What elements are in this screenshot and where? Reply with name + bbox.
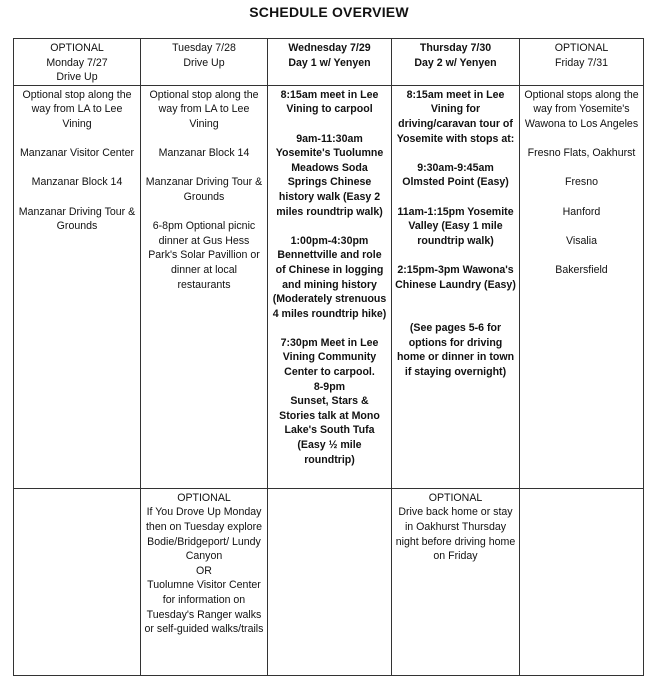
- friday-cell: [520, 85, 644, 488]
- list-item: Optional stop along the way from LA to Lee Vining: [149, 88, 259, 130]
- list-item: 7:30pm Meet in Lee Vining Community Center to carpool.: [280, 336, 379, 379]
- list-item: If You Drove Up Monday then on Tuesday explore Bodie/Bridgeport/ Lundy Canyon: [145, 506, 263, 563]
- list-item: Manzanar Driving Tour & Grounds: [18, 205, 136, 233]
- list-item: Manzanar Visitor Center: [19, 147, 135, 160]
- header-monday-date: Monday 7/27: [46, 56, 108, 69]
- optional-label: OPTIONAL: [177, 491, 231, 504]
- list-item: Tuolumne Visitor Center for information on Tuesday's Ranger walks or self-guided walks/trails: [144, 579, 264, 636]
- list-item: (See pages 5-6 for options for driving home or dinner in town if staying overnight): [396, 322, 515, 378]
- list-item: Manzanar Block 14: [31, 176, 123, 189]
- header-monday: [14, 39, 141, 86]
- header-friday-optional: OPTIONAL: [554, 42, 609, 54]
- page-title: SCHEDULE OVERVIEW: [249, 4, 409, 20]
- header-monday-subtitle: Drive Up: [56, 71, 98, 84]
- header-row: [14, 39, 644, 86]
- list-item: 11am-1:15pm Yosemite Valley (Easy 1 mile roundtrip walk): [397, 205, 514, 247]
- schedule-table: [13, 38, 644, 676]
- header-wednesday-subtitle: Day 1 w/ Yenyen: [288, 56, 371, 69]
- list-item: 8:15am meet in Lee Vining for driving/caravan tour of Yosemite with stops at:: [396, 88, 515, 145]
- optional-row: [14, 488, 644, 675]
- list-item: 1:00pm-4:30pm Bennettville and role of Chinese in logging and mining history (Moderately strenuous 4 miles roundtrip hike): [272, 234, 387, 320]
- header-tuesday-subtitle: Drive Up: [183, 56, 225, 69]
- monday-optional-cell: [14, 488, 141, 675]
- optional-label: OPTIONAL: [428, 491, 483, 504]
- list-item: Visalia: [565, 234, 597, 247]
- or-label: OR: [196, 564, 212, 577]
- header-tuesday: [141, 39, 268, 86]
- header-thursday-date: Thursday 7/30: [419, 42, 492, 54]
- list-item: 8:15am meet in Lee Vining to carpool: [280, 88, 379, 116]
- header-thursday-subtitle: Day 2 w/ Yenyen: [414, 56, 497, 69]
- list-item: Hanford: [562, 205, 601, 218]
- main-row: [14, 85, 644, 488]
- header-friday: [520, 39, 644, 86]
- friday-optional-cell: [520, 488, 644, 675]
- thursday-cell: [392, 85, 520, 488]
- header-tuesday-date: Tuesday 7/28: [172, 42, 236, 54]
- header-friday-date: Friday 7/31: [555, 56, 608, 69]
- wednesday-cell: [268, 85, 392, 488]
- list-item: Fresno: [565, 176, 598, 189]
- header-thursday: [392, 39, 520, 86]
- list-item: 6-8pm Optional picnic dinner at Gus Hess Park's Solar Pavillion or dinner at local restaurants: [148, 220, 260, 291]
- thursday-optional-cell: [392, 488, 520, 675]
- header-monday-optional: OPTIONAL: [50, 42, 104, 54]
- list-item: Optional stops along the way from Yosemite's Wawona to Los Angeles: [524, 88, 639, 130]
- tuesday-cell: [141, 85, 268, 488]
- list-item: Fresno Flats, Oakhurst: [527, 147, 636, 160]
- list-item: 8-9pm: [313, 380, 346, 393]
- list-item: Drive back home or stay in Oakhurst Thursday night before driving home on Friday: [395, 506, 516, 563]
- list-item: 9:30am-9:45am Olmsted Point (Easy): [402, 161, 509, 189]
- list-item: Manzanar Driving Tour & Grounds: [145, 176, 263, 203]
- header-wednesday-date: Wednesday 7/29: [288, 42, 371, 54]
- tuesday-optional-cell: [141, 488, 268, 675]
- list-item: Manzanar Block 14: [158, 147, 250, 160]
- monday-cell: [14, 85, 141, 488]
- list-item: Optional stop along the way from LA to Lee Vining: [22, 88, 132, 130]
- wednesday-optional-cell: [268, 488, 392, 675]
- list-item: Bakersfield: [555, 263, 608, 276]
- list-item: 2:15pm-3pm Wawona's Chinese Laundry (Easy): [395, 263, 516, 291]
- list-item: Sunset, Stars & Stories talk at Mono Lake's South Tufa (Easy ½ mile roundtrip): [279, 395, 380, 466]
- header-wednesday: [268, 39, 392, 86]
- list-item: 9am-11:30am Yosemite's Tuolumne Meadows Soda Springs Chinese history walk (Easy 2 miles roundtrip walk): [275, 132, 384, 218]
